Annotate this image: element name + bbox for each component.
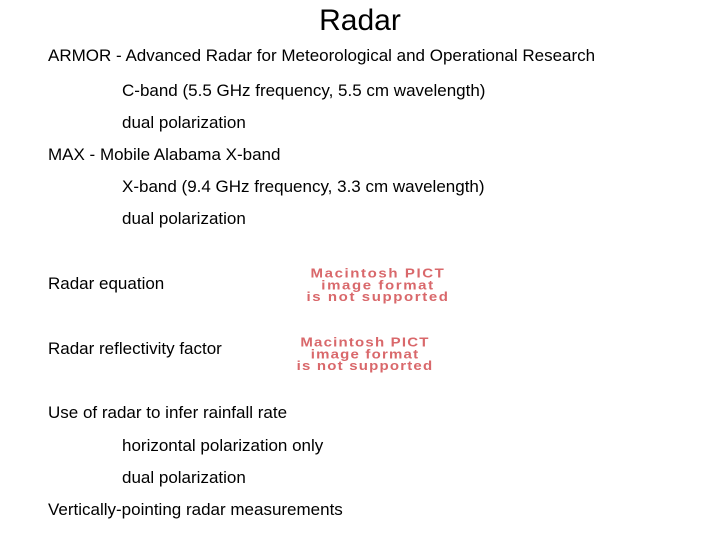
placeholder-line: Macintosh PICT (310, 266, 446, 281)
sub-bullet-x-band: X-band (9.4 GHz frequency, 3.3 cm wavelength) (122, 177, 485, 196)
slide-title: Radar (319, 4, 401, 37)
placeholder-line: is not supported (296, 359, 434, 374)
bullet-reflectivity-factor: Radar reflectivity factor (48, 339, 222, 358)
placeholder-line: is not supported (306, 290, 450, 305)
sub-bullet-dual-polarization: dual polarization (122, 113, 246, 132)
bullet-radar-equation: Radar equation (48, 274, 165, 293)
unsupported-image-placeholder (258, 337, 472, 373)
bullet-max: MAX - Mobile Alabama X-band (48, 145, 281, 164)
sub-bullet-dual-polarization: dual polarization (122, 468, 246, 487)
unsupported-image-placeholder (258, 268, 498, 304)
placeholder-line: Macintosh PICT (300, 335, 430, 350)
sub-bullet-c-band: C-band (5.5 GHz frequency, 5.5 cm wavelength) (122, 81, 486, 100)
placeholder-line: image format (321, 278, 435, 293)
bullet-rainfall-rate: Use of radar to infer rainfall rate (48, 403, 288, 422)
bullet-vertically-pointing: Vertically-pointing radar measurements (48, 500, 343, 519)
sub-bullet-dual-polarization: dual polarization (122, 209, 246, 228)
bullet-armor: ARMOR - Advanced Radar for Meteorological and Operational Research (48, 46, 596, 65)
placeholder-line: image format (310, 347, 420, 362)
sub-bullet-horizontal-polarization: horizontal polarization only (122, 436, 324, 455)
